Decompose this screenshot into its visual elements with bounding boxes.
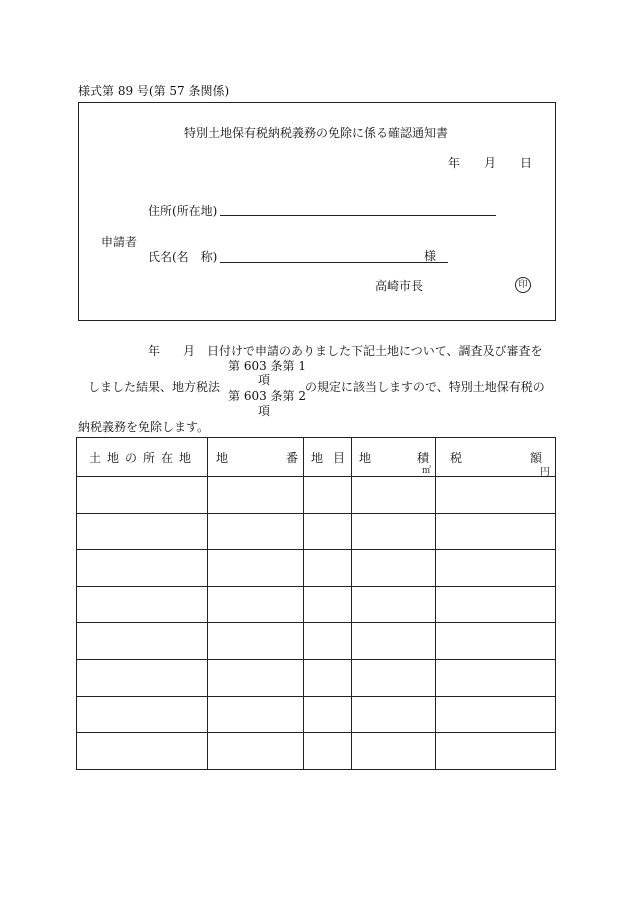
name-label: 氏名(名 称) <box>148 250 218 264</box>
body-line3: 納税義務を免除します。 <box>78 420 210 434</box>
clause2-bottom: 項 <box>258 404 271 418</box>
header-area-b: 積 <box>417 451 430 465</box>
category-cell[interactable] <box>304 513 352 550</box>
lot-number-cell[interactable] <box>208 477 304 514</box>
table-header-row <box>77 438 556 477</box>
header-tax-a: 税 <box>450 451 463 465</box>
header-location-label: 土地の所在地 <box>89 451 198 465</box>
tax-cell[interactable] <box>436 513 556 550</box>
category-cell[interactable] <box>304 623 352 660</box>
body-line1: 日付けで申請のありました下記土地について、調査及び審査を <box>207 344 543 358</box>
area-cell[interactable] <box>352 733 436 770</box>
tax-cell[interactable] <box>436 550 556 587</box>
category-cell[interactable] <box>304 477 352 514</box>
category-cell[interactable] <box>304 659 352 696</box>
body-line2-left: しました結果、地方税法 <box>88 380 221 394</box>
address-label: 住所(所在地) <box>148 204 218 218</box>
area-cell[interactable] <box>352 477 436 514</box>
table-row <box>77 696 556 733</box>
body-year: 年 <box>148 344 161 358</box>
header-lot-b: 番 <box>286 451 299 465</box>
document-title: 特別土地保有税納税義務の免除に係る確認通知書 <box>184 126 449 140</box>
header-category <box>304 438 352 477</box>
header-tax-unit: 円 <box>540 467 550 478</box>
header-area-unit: ㎡ <box>422 466 432 476</box>
category-cell[interactable] <box>304 586 352 623</box>
header-area <box>352 438 436 477</box>
area-cell[interactable] <box>352 513 436 550</box>
tax-cell[interactable] <box>436 477 556 514</box>
lot-number-cell[interactable] <box>208 550 304 587</box>
header-category-b: 目 <box>333 451 346 465</box>
mayor-label: 高崎市長 <box>375 279 424 293</box>
header-lot-number <box>208 438 304 477</box>
land-table <box>76 437 556 770</box>
area-cell[interactable] <box>352 586 436 623</box>
location-cell[interactable] <box>77 659 208 696</box>
header-category-a: 地 <box>311 451 324 465</box>
header-tax <box>436 438 556 477</box>
lot-number-cell[interactable] <box>208 586 304 623</box>
table-row <box>77 733 556 770</box>
location-cell[interactable] <box>77 477 208 514</box>
area-cell[interactable] <box>352 623 436 660</box>
seal-icon: 印 <box>515 277 531 293</box>
clause2-top: 第 603 条第 2 <box>228 389 306 403</box>
lot-number-cell[interactable] <box>208 513 304 550</box>
table-row <box>77 623 556 660</box>
date-month: 月 <box>484 156 497 170</box>
lot-number-cell[interactable] <box>208 659 304 696</box>
category-cell[interactable] <box>304 733 352 770</box>
clause1-top: 第 603 条第 1 <box>228 359 306 373</box>
header-lot-a: 地 <box>216 451 229 465</box>
area-cell[interactable] <box>352 550 436 587</box>
table-row <box>77 513 556 550</box>
date-day: 日 <box>520 156 533 170</box>
applicant-label: 申請者 <box>101 235 138 249</box>
location-cell[interactable] <box>77 550 208 587</box>
header-location <box>77 438 208 477</box>
form-number-label: 様式第 89 号(第 57 条関係) <box>78 84 230 98</box>
lot-number-cell[interactable] <box>208 623 304 660</box>
tax-cell[interactable] <box>436 696 556 733</box>
clause1-bottom: 項 <box>258 373 271 387</box>
tax-cell[interactable] <box>436 659 556 696</box>
lot-number-cell[interactable] <box>208 733 304 770</box>
tax-cell[interactable] <box>436 586 556 623</box>
area-cell[interactable] <box>352 659 436 696</box>
name-field-line <box>220 262 448 263</box>
body-month: 月 <box>183 344 196 358</box>
header-area-a: 地 <box>359 451 372 465</box>
lot-number-cell[interactable] <box>208 696 304 733</box>
location-cell[interactable] <box>77 623 208 660</box>
table-row <box>77 659 556 696</box>
body-line2-right: の規定に該当しますので、特別土地保有税の <box>305 380 545 394</box>
table-row <box>77 586 556 623</box>
category-cell[interactable] <box>304 550 352 587</box>
tax-cell[interactable] <box>436 623 556 660</box>
area-cell[interactable] <box>352 696 436 733</box>
location-cell[interactable] <box>77 733 208 770</box>
location-cell[interactable] <box>77 696 208 733</box>
location-cell[interactable] <box>77 586 208 623</box>
header-tax-b: 額 <box>530 451 543 465</box>
location-cell[interactable] <box>77 513 208 550</box>
table-row <box>77 477 556 514</box>
category-cell[interactable] <box>304 696 352 733</box>
name-honorific: 様 <box>424 249 437 263</box>
date-year: 年 <box>448 156 461 170</box>
table-row <box>77 550 556 587</box>
address-field-line <box>220 215 496 216</box>
tax-cell[interactable] <box>436 733 556 770</box>
